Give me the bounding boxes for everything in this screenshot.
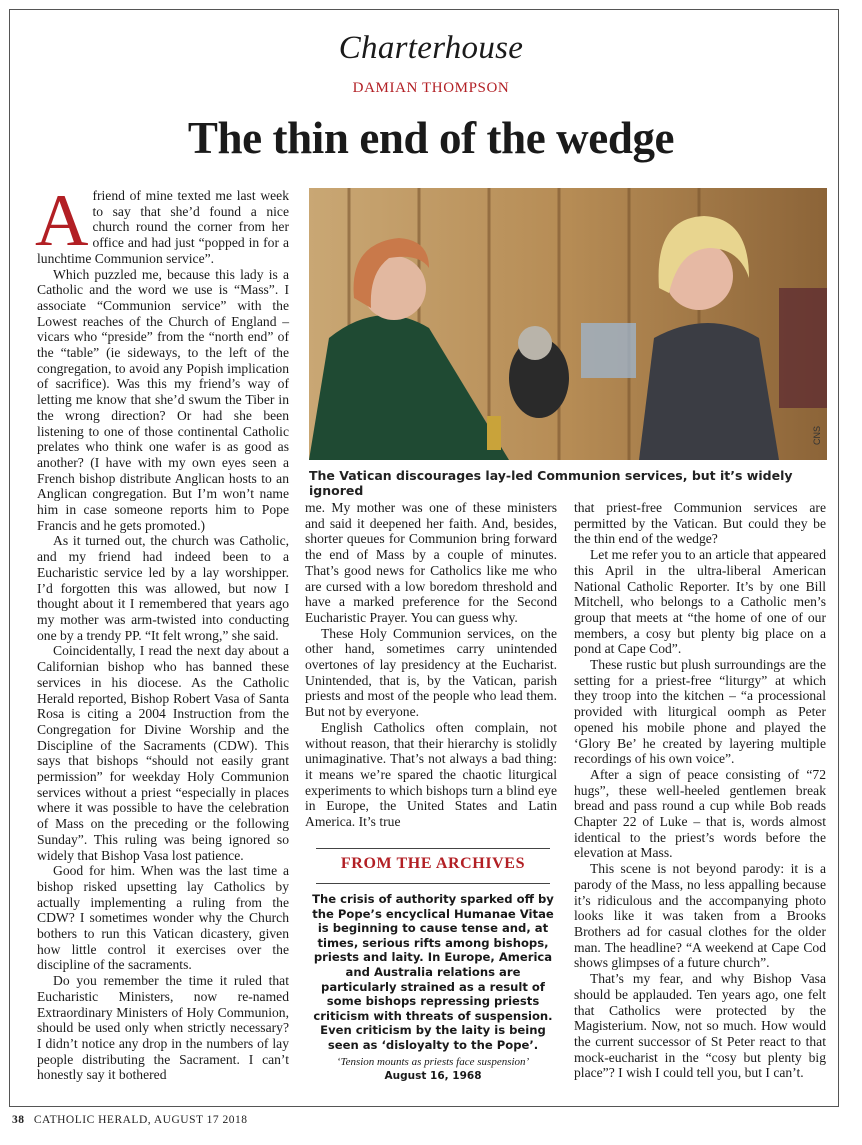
archives-date: August 16, 1968 [384, 1069, 482, 1082]
archives-bottom-rule [316, 883, 550, 884]
page-number: 38 [12, 1114, 25, 1126]
archives-top-rule [316, 848, 550, 849]
paragraph: that priest-free Communion services are permitted by the Vatican. But could they be the thin end of the wedge? [574, 500, 826, 547]
archives-quote: The crisis of authority sparked off by the Pope’s encyclical Humanae Vitae is beginning to cause tense and, at times, serious rifts among bishops, priests and laity. In Europe, America and Australia relations are particularly strained as a result of some bishops repressing priests criticism with threats of suspension. Even criticism by the laity is being seen as ‘disloyalty to the Pope’. [312, 892, 554, 1052]
paragraph: This scene is not beyond parody: it is a parody of the Mass, no less appalling because it’s ridiculous and the accompanying photo looks like it was taken from a Brooks Brothers ad for casual clothes for the older man. The headline? “A weekend at Cape Cod shows glimpses of a future church”. [574, 861, 826, 971]
article-headline: The thin end of the wedge [187, 113, 675, 163]
photo-caption: The Vatican discourages lay-led Communion services, but it’s widely ignored [309, 468, 793, 498]
article-column-2 [305, 500, 557, 830]
photo-illustration [309, 188, 827, 460]
page-footer [12, 1114, 248, 1126]
paragraph: As it turned out, the church was Catholic, and my friend had indeed been to a Eucharistic service led by a lay worshipper. I’d forgotten this was allowed, but now I thought about it I remembered that years ago my mother was arm-twisted into conducting one by a trendy PP. “It felt wrong,” she said. [37, 533, 289, 643]
archives-title: FROM THE ARCHIVES [340, 855, 526, 872]
paragraph: English Catholics often complain, not without reason, that their hierarchy is stolidly unimaginative. That’s not always a bad thing: it means we’re spared the chaotic liturgical experiments to which bishops turn a blind eye in Europe, the United States and Latin America. It’s true [305, 719, 557, 830]
paragraph: Let me refer you to an article that appeared this April in the ultra-liberal American National Catholic Reporter. It’s by one Bill Mitchell, who belongs to a Catholic men’s group that meets at “the home of one of our members, a cosy but plenty big place on a pond at Cape Cod”. [574, 547, 826, 657]
paragraph: Coincidentally, I read the next day about a Californian bishop who has banned these services in his diocese. As the Catholic Herald reported, Bishop Robert Vasa of Santa Rosa is citing a 2004 Instruction from the Congregation for Divine Worship and the Discipline of the Sacraments (CDW). This says that bishops “should not easily grant permission” for weekday Holy Communion services without a priest “especially in places where it was possible to have the celebration of Mass on the preceding or the following Sunday”. This ruling was being ignored so widely that Bishop Vasa lost patience. [37, 643, 289, 863]
drop-cap: A [35, 180, 89, 262]
paragraph: me. My mother was one of these ministers and said it deepened her faith. And, besides, shorter queues for Communion bring forward the end of Mass by a couple of minutes. That’s good news for Catholics like me who are cursed with a low boredom threshold and have a marked preference for the Second Eucharistic Prayer. You can guess why. [305, 500, 557, 625]
paragraph: Afriend of mine texted me last week to say that she’d found a nice church round the corner from her office and had just “popped in for a lunchtime Communion service”. [35, 180, 289, 266]
paragraph: These rustic but plush surroundings are the setting for a priest-free “liturgy” at which they troop into the kitchen – “a processional provided with liturgical oomph as Peter opened his mobile phone and played the ‘Glory Be’ he created by layering multiple recordings of his own voice”. [574, 657, 826, 767]
article-column-3 [574, 500, 826, 1081]
article-column-1 [35, 180, 289, 1083]
paragraph: That’s my fear, and why Bishop Vasa should be applauded. Ten years ago, one felt that Catholics were protected by the Magisterium. Now, not so much. How would the current successor of St Peter react to that mock-eucharist in the “cosy but plenty big place”? I wish I could tell you, but I can’t. [574, 971, 826, 1081]
paragraph: After a sign of peace consisting of “72 hugs”, these well-heeled gentlemen break bread and pass round a cup while Bob reads Chapter 22 of Luke – that is, words almost identical to the priest’s words before the elevation at Mass. [574, 766, 826, 861]
archives-source: ‘Tension mounts as priests face suspension’ [336, 1055, 530, 1068]
publication-dateline: CATHOLIC HERALD, AUGUST 17 2018 [33, 1114, 248, 1126]
paragraph: Which puzzled me, because this lady is a Catholic and the word we use is “Mass”. I associate “Communion service” with the Lowest reaches of the Church of England – vicars who “preside” from the “north end” of the “table” (ie sideways, to the left of the congregation, to avoid any Popish implication of sacrifice). Was this my friend’s way of letting me know that she’d swum the Tiber in the wrong direction? Or had she been listening to one of those continental Catholic prelates who think one wafer is as good as another? (I have with my own eyes seen a French bishop distribute Anglican hosts to an Anglican congregation. But I’m won’t name him in case someone reports him to Pope Francis and he gets promoted.) [37, 266, 289, 533]
paragraph: Good for him. When was the last time a bishop risked upsetting lay Catholics by actually implementing a ruling from the CDW? I sometimes wonder why the Church bothers to run this Vatican dicastery, given how little control it exercises over the discipline of the sacraments. [37, 863, 289, 973]
column-kicker: Charterhouse [338, 30, 524, 66]
archives-box [310, 848, 556, 1088]
paragraph: These Holy Communion services, on the other hand, sometimes carry unintended overtones of lay presidency at the Eucharist. Unintended, that is, by the Vatican, parish priests and most of the people who lead them. But not by everyone. [305, 625, 557, 720]
photo-credit: CNS [812, 425, 822, 445]
author-byline: DAMIAN THOMPSON [352, 80, 510, 96]
communion-photo [309, 188, 827, 460]
paragraph: Do you remember the time it ruled that Eucharistic Ministers, now re-named Extraordinary Ministers of Holy Communion, should be used only when strictly necessary? I didn’t notice any drop in the numbers of lay people distributing the Sacrament. I can’t honestly say it bothered [37, 973, 289, 1083]
